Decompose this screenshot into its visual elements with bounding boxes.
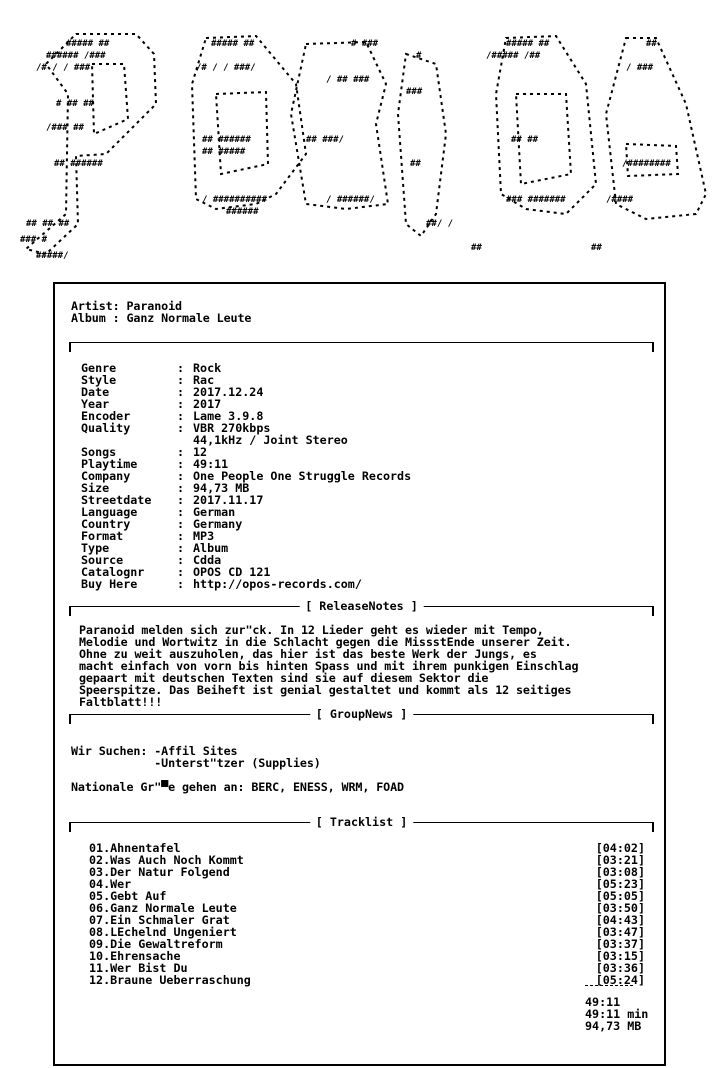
track-duration: [03:37] xyxy=(595,937,645,951)
track-duration: [05:24] xyxy=(595,973,645,987)
info-key: Songs xyxy=(81,445,117,459)
info-value: Rock xyxy=(193,361,222,375)
svg-text:/### ##: /### ## xyxy=(46,123,84,133)
track-title: 09.Die Gewaltreform xyxy=(89,937,223,951)
svg-text:## ######: ## ###### xyxy=(202,135,251,145)
track-title: 10.Ehrensache xyxy=(89,949,181,963)
track-duration: [03:47] xyxy=(595,925,645,939)
releasenotes-body xyxy=(79,624,578,708)
info-value: German xyxy=(193,505,236,519)
info-separator: : xyxy=(177,421,185,435)
svg-text:##: ## xyxy=(410,159,421,169)
svg-text:/# / / ###: /# / / ### xyxy=(36,63,91,73)
svg-text:### #: ### # xyxy=(20,235,48,245)
tracklist-totals xyxy=(585,996,648,1032)
total-line: 49:11 min xyxy=(585,1007,649,1021)
info-key: Playtime xyxy=(81,457,138,471)
info-separator: : xyxy=(177,493,185,507)
info-key: Size xyxy=(81,481,110,495)
svg-text:#: # xyxy=(416,51,422,61)
info-value: MP3 xyxy=(193,529,215,543)
track-title: 02.Was Auch Noch Kommt xyxy=(89,853,244,867)
info-separator: : xyxy=(177,505,185,519)
info-value: http://opos-records.com/ xyxy=(193,577,362,591)
info-value: 12 xyxy=(193,445,208,459)
total-line: 94,73 MB xyxy=(585,1019,642,1033)
info-key: Encoder xyxy=(81,409,131,423)
info-row xyxy=(81,434,411,446)
svg-text:/ ## ###: / ## ### xyxy=(326,75,370,85)
releasenotes-title: [ ReleaseNotes ] xyxy=(299,600,424,612)
info-value: Rac xyxy=(193,373,215,387)
track-duration: [03:50] xyxy=(595,901,645,915)
svg-text:## ## ##: ## ## ## xyxy=(26,219,70,229)
track-duration: [04:02] xyxy=(595,841,645,855)
info-section-rule xyxy=(69,342,654,353)
track-title: 01.Ahnentafel xyxy=(89,841,181,855)
svg-text:/ ###: / ### xyxy=(626,63,654,73)
info-separator: : xyxy=(177,385,185,399)
info-key: Streetdate xyxy=(81,493,152,507)
svg-text:##/ /: ##/ / xyxy=(426,219,454,229)
track-duration: [03:08] xyxy=(595,865,645,879)
info-separator: : xyxy=(177,553,185,567)
track-duration: [05:05] xyxy=(595,889,645,903)
track-row xyxy=(89,878,645,890)
info-row xyxy=(81,530,411,542)
info-separator: : xyxy=(177,577,185,591)
info-separator: : xyxy=(177,481,185,495)
info-key: Buy Here xyxy=(81,577,138,591)
svg-text:# ###: # ### xyxy=(351,39,379,49)
tracklist-title: [ Tracklist ] xyxy=(310,816,413,828)
groupnews-body xyxy=(71,745,404,793)
info-value: Lame 3.9.8 xyxy=(193,409,264,423)
svg-text:##: ## xyxy=(646,39,657,49)
svg-text:##: ## xyxy=(591,243,602,253)
totals-divider xyxy=(585,985,633,986)
track-title: 11.Wer Bist Du xyxy=(89,961,188,975)
svg-text:##### ##: ##### ## xyxy=(211,39,255,49)
info-key: Date xyxy=(81,385,110,399)
info-value: 94,73 MB xyxy=(193,481,250,495)
info-separator: : xyxy=(177,409,185,423)
album-line: Album : Ganz Normale Leute xyxy=(71,311,252,325)
groupnews-line: Wir Suchen: -Affil Sites xyxy=(71,744,238,758)
releasenotes-header xyxy=(69,599,654,617)
svg-text:## #####: ## ##### xyxy=(202,147,246,157)
info-row xyxy=(81,506,411,518)
svg-text:/##### /##: /##### /## xyxy=(486,51,541,61)
info-key: Company xyxy=(81,469,131,483)
info-value: One People One Struggle Records xyxy=(193,469,412,483)
nfo-frame xyxy=(53,282,666,1066)
track-row xyxy=(89,866,645,878)
info-separator: : xyxy=(177,397,185,411)
releasenotes-line: Melodie und Wortwitz in die Schlacht gegen die MissstEnde unserer Zeit. xyxy=(79,635,572,649)
info-value: 2017 xyxy=(193,397,222,411)
info-value: VBR 270kbps xyxy=(193,421,271,435)
info-separator: : xyxy=(177,457,185,471)
info-value: Cdda xyxy=(193,553,222,567)
info-value: 49:11 xyxy=(193,457,229,471)
tracklist xyxy=(89,842,645,986)
info-separator: : xyxy=(177,517,185,531)
info-value: 44,1kHz / Joint Stereo xyxy=(193,433,348,447)
releasenotes-line: Faltblatt!!! xyxy=(79,695,163,709)
releasenotes-line: Speerspitze. Das Beiheft ist genial gestaltet und kommt als 12 seitiges xyxy=(79,683,572,697)
info-separator: : xyxy=(177,373,185,387)
releasenotes-line: gepaart mit deutschen Texten sind sie auf diesem Sektor die xyxy=(79,671,489,685)
info-key: Type xyxy=(81,541,110,555)
info-key: Source xyxy=(81,553,124,567)
svg-text:/########: /######## xyxy=(622,159,671,169)
info-key: Language xyxy=(81,505,138,519)
info-separator: : xyxy=(177,529,185,543)
info-separator: : xyxy=(177,361,185,375)
ascii-logo xyxy=(6,24,714,268)
releasenotes-line: Ohne zu weit auszuholen, das hier ist das beste Werk der Jungs, es xyxy=(79,647,537,661)
groupnews-title: [ GroupNews ] xyxy=(310,708,413,720)
svg-text:## ###/: ## ###/ xyxy=(306,135,344,145)
svg-text:##### ##: ##### ## xyxy=(66,39,110,49)
info-separator: : xyxy=(177,469,185,483)
info-separator: : xyxy=(177,541,185,555)
info-key: Quality xyxy=(81,421,131,435)
track-duration: [03:36] xyxy=(595,961,645,975)
info-value: Album xyxy=(193,541,229,555)
total-line: 49:11 xyxy=(585,995,621,1009)
svg-text:### #######: ### ####### xyxy=(506,195,566,205)
info-key: Catalognr xyxy=(81,565,145,579)
artist-line: Artist: Paranoid xyxy=(71,299,182,313)
info-value: 2017.12.24 xyxy=(193,385,264,399)
track-duration: [05:23] xyxy=(595,877,645,891)
info-separator: : xyxy=(177,565,185,579)
svg-text:###### /###: ###### /### xyxy=(46,51,106,61)
svg-text:# ## ##: # ## ## xyxy=(56,99,94,109)
info-row xyxy=(81,362,411,374)
releasenotes-line: macht einfach von vorn bis hinten Spass und mit ihrem punkigen Einschlag xyxy=(79,659,579,673)
svg-text:## ##: ## ## xyxy=(511,135,539,145)
info-key: Format xyxy=(81,529,124,543)
svg-text:/####: /#### xyxy=(606,195,634,205)
svg-text:##: ## xyxy=(471,243,482,253)
info-row xyxy=(81,386,411,398)
track-title: 07.Ein Schmaler Grat xyxy=(89,913,230,927)
track-title: 08.LEchelnd Ungeniert xyxy=(89,925,237,939)
track-title: 05.Gebt Auf xyxy=(89,889,167,903)
info-value: Germany xyxy=(193,517,243,531)
groupnews-header xyxy=(69,707,654,725)
info-key: Country xyxy=(81,517,131,531)
info-value: 2017.11.17 xyxy=(193,493,264,507)
info-value: OPOS CD 121 xyxy=(193,565,271,579)
track-title: 12.Braune Ueberraschung xyxy=(89,973,251,987)
track-duration: [03:15] xyxy=(595,949,645,963)
track-duration: [03:21] xyxy=(595,853,645,867)
info-row xyxy=(81,518,411,530)
track-row xyxy=(89,974,645,986)
info-row xyxy=(81,578,411,590)
svg-text:#####/: #####/ xyxy=(36,251,69,261)
info-separator: : xyxy=(177,445,185,459)
info-key: Year xyxy=(81,397,110,411)
info-key: Genre xyxy=(81,361,117,375)
track-title: 06.Ganz Normale Leute xyxy=(89,901,237,915)
track-title: 04.Wer xyxy=(89,877,132,891)
svg-text:/ ##########: / ########## xyxy=(202,195,268,205)
release-info-table xyxy=(81,362,411,590)
svg-text:/# / / ###/: /# / / ###/ xyxy=(196,63,256,73)
releasenotes-line: Paranoid melden sich zur"ck. In 12 Lieder geht es wieder mit Tempo, xyxy=(79,623,544,637)
svg-text:######: ###### xyxy=(226,207,259,217)
svg-text:###: ### xyxy=(406,87,423,97)
info-key: Style xyxy=(81,373,117,387)
svg-text:/ ######/: / ######/ xyxy=(326,195,375,205)
svg-text:## ######: ## ###### xyxy=(54,159,103,169)
groupnews-line: -Unterst"tzer (Supplies) xyxy=(71,756,321,770)
groupnews-line: Nationale Gr"▀e gehen an: BERC, ENESS, WRM, FOAD xyxy=(71,780,404,794)
info-row xyxy=(81,542,411,554)
svg-text:##### ##: ##### ## xyxy=(506,39,550,49)
track-title: 03.Der Natur Folgend xyxy=(89,865,230,879)
track-duration: [04:43] xyxy=(595,913,645,927)
tracklist-header xyxy=(69,815,654,833)
